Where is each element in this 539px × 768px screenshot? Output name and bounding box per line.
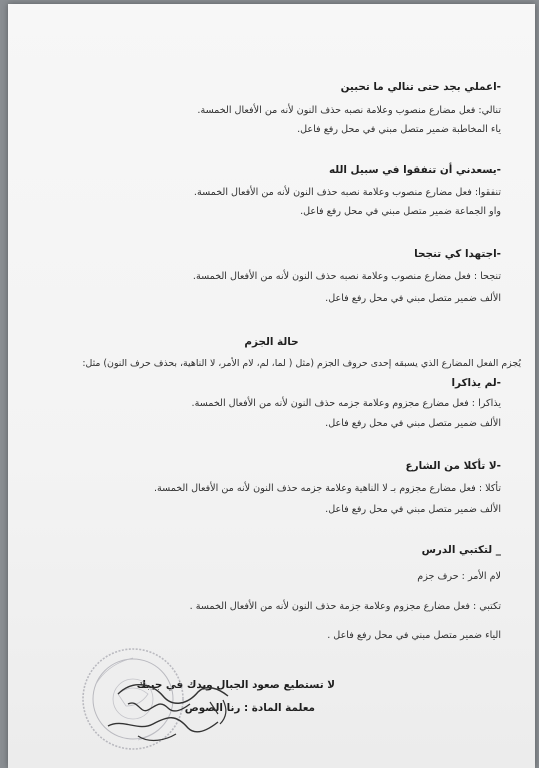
example-5-parse-verb: تأكلا : فعل مضارع مجزوم بـ لا الناهية وعلامة جزمه حذف النون لأنه من الأفعال الخمسة. [153,483,501,494]
example-5-title: -لا تأكلا من الشارع [405,460,501,472]
closing-motto: لا تستطيع صعود الجبال ويدك في جيبك [136,679,335,691]
example-6-title: _ لتكتبي الدرس [421,544,501,556]
example-4-title: -لم يذاكرا [451,377,501,389]
example-2-parse-verb: تنفقوا: فعل مضارع منصوب وعلامة نصبه حذف النون لأنه من الأفعال الخمسة. [193,187,501,198]
jazm-intro: يُجزم الفعل المضارع الذي يسبقه إحدى حروف الجزم (مثل ( لما، لم، لام الأمر، لا الناهية، بحذف حرف النون) مثل: [82,358,521,369]
section-heading-jazm: حالة الجزم [244,336,299,348]
example-6-parse-particle: لام الأمر : حرف جزم [417,571,501,582]
example-6-parse-subject: الياء ضمير متصل مبني في محل رفع فاعل . [327,630,501,641]
example-1-title: -اعملي بجد حتى تنالي ما تحبين [340,81,501,93]
document-page [8,4,535,768]
example-4-parse-subject: الألف ضمير متصل مبني في محل رفع فاعل. [325,418,501,429]
example-3-title: -اجتهدا كي تنجحا [414,248,501,260]
example-3-parse-subject: الألف ضمير متصل مبني في محل رفع فاعل. [325,293,501,304]
example-1-parse-subject: ياء المخاطبة ضمير متصل مبني في محل رفع فاعل. [297,124,501,135]
example-1-parse-verb: تنالي: فعل مضارع منصوب وعلامة نصبه حذف النون لأنه من الأفعال الخمسة. [197,105,501,116]
example-6-parse-verb: تكتبي : فعل مضارع مجزوم وعلامة جزمة حذف النون لأنه من الأفعال الخمسة . [189,601,501,612]
example-3-parse-verb: تنجحا : فعل مضارع منصوب وعلامة نصبه حذف النون لأنه من الأفعال الخمسة. [192,271,501,282]
example-2-parse-subject: واو الجماعة ضمير متصل مبني في محل رفع فاعل. [300,206,501,217]
teacher-name: معلمة المادة : رنا الصوص [184,702,315,714]
example-5-parse-subject: الألف ضمير متصل مبني في محل رفع فاعل. [325,504,501,515]
handwritten-signature-icon [78,674,238,754]
example-4-parse-verb: يذاكرا : فعل مضارع مجزوم وعلامة جزمه حذف النون لأنه من الأفعال الخمسة. [191,398,501,409]
example-2-title: -يسعدني أن تنفقوا في سبيل الله [328,164,501,176]
